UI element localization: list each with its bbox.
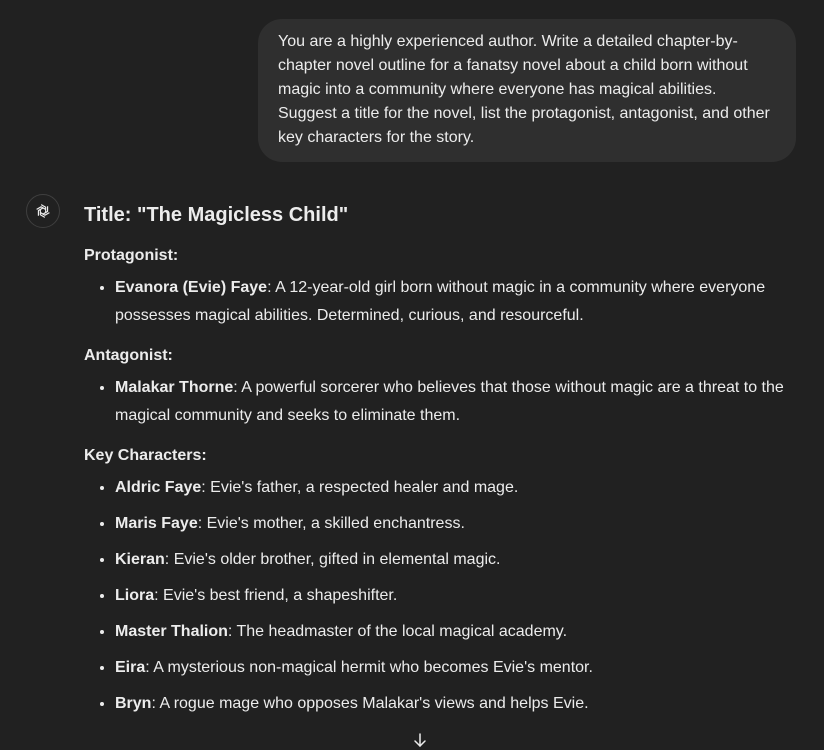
response-title: Title: "The Magicless Child" [84,204,349,226]
list-item [115,690,800,718]
list-item [115,582,800,610]
user-message-bubble [258,19,796,162]
assistant-response [84,200,800,730]
character-name: Malakar Thorne [115,379,234,396]
openai-logo-icon [33,201,53,221]
character-desc: : A mysterious non-magical hermit who becomes Evie's mentor. [145,659,593,676]
assistant-avatar [26,194,60,228]
list-item [115,618,800,646]
key-characters-heading: Key Characters: [84,447,207,464]
character-name: Bryn [115,695,152,712]
user-message-text: You are a highly experienced author. Write a detailed chapter-by-chapter novel outline for a fanatsy novel about a child born without magic into a community where everyone has magical abilities. Suggest a title for the novel, list the protagonist, antagonist, and other key characters for the story. [278,33,770,146]
character-name: Maris Faye [115,515,198,532]
character-name: Liora [115,587,155,604]
character-name: Eira [115,659,146,676]
character-desc: : Evie's father, a respected healer and mage. [201,479,519,496]
list-item [115,274,800,330]
arrow-down-icon [412,732,428,748]
list-item [115,546,800,574]
list-item [115,654,800,682]
character-desc: : Evie's best friend, a shapeshifter. [154,587,398,604]
character-name: Master Thalion [115,623,228,640]
character-desc: : A powerful sorcerer who believes that those without magic are a threat to the magical community and seeks to eliminate them. [115,379,784,424]
protagonist-list [84,274,800,330]
character-name: Evanora (Evie) Faye [115,279,268,296]
key-characters-list [84,474,800,718]
list-item [115,510,800,538]
character-desc: : Evie's older brother, gifted in elemental magic. [164,551,501,568]
scroll-to-bottom-button[interactable] [410,730,430,750]
character-name: Aldric Faye [115,479,202,496]
character-desc: : A rogue mage who opposes Malakar's views and helps Evie. [151,695,589,712]
character-desc: : The headmaster of the local magical academy. [227,623,568,640]
antagonist-list [84,374,800,430]
character-desc: : Evie's mother, a skilled enchantress. [197,515,465,532]
antagonist-heading: Antagonist: [84,347,173,364]
list-item [115,374,800,430]
character-name: Kieran [115,551,165,568]
list-item [115,474,800,502]
character-desc: : A 12-year-old girl born without magic in a community where everyone possesses magical abilities. Determined, curious, and resourceful. [115,279,766,324]
protagonist-heading: Protagonist: [84,247,179,264]
